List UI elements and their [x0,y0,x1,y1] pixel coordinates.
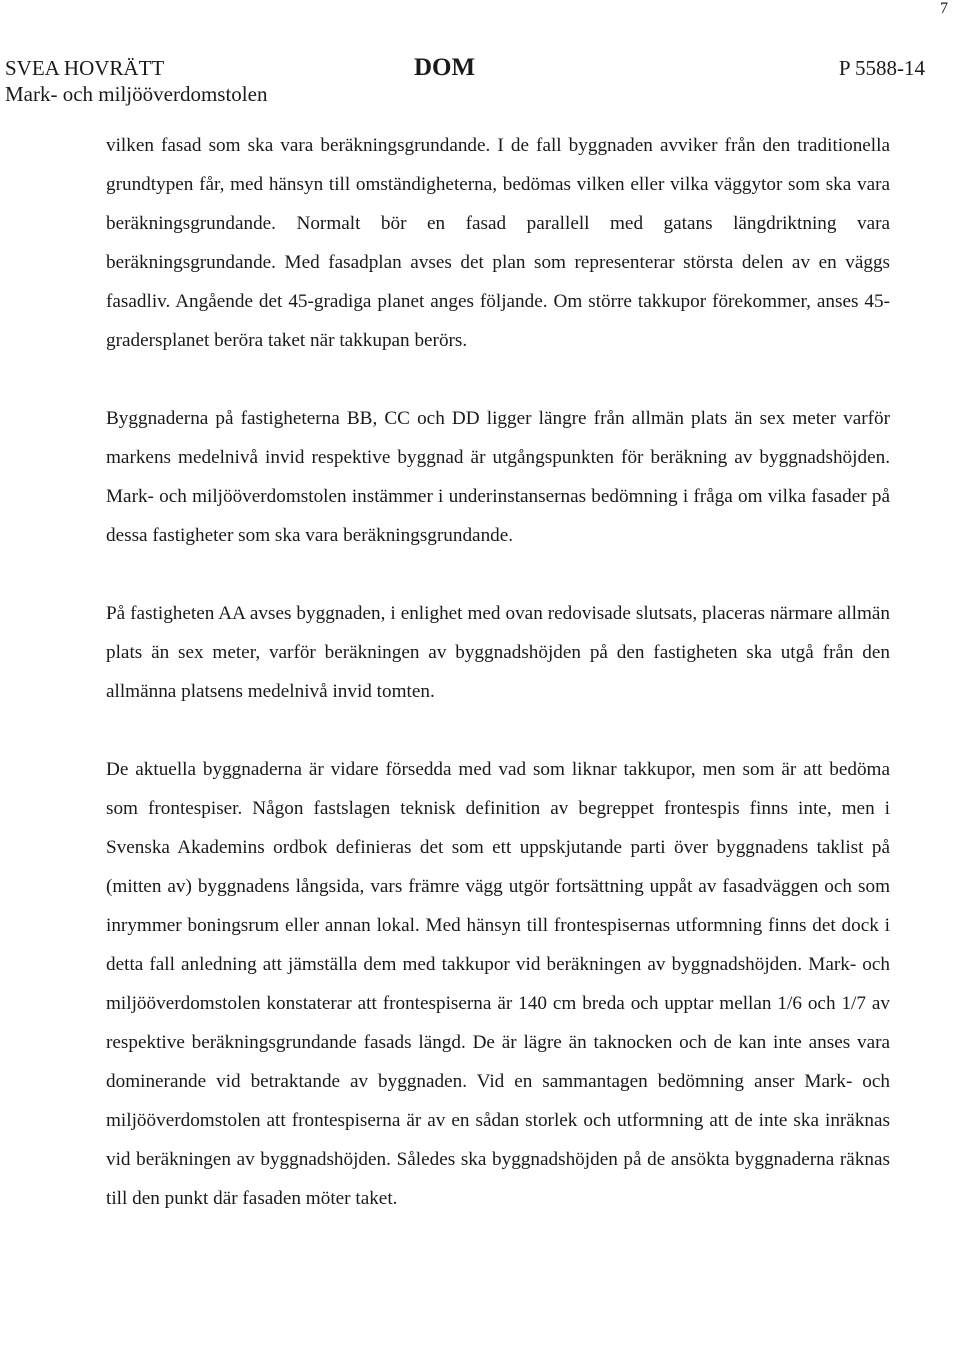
document-body [106,126,890,1218]
case-number: P 5588-14 [838,56,925,80]
court-name: SVEA HOVRÄTT [5,56,165,80]
paragraph: vilken fasad som ska vara beräkningsgrundande. I de fall byggnaden avviker från den traditionella grundtypen får, med hänsyn till omständigheterna, bedömas vilken eller vilka väggytor som ska vara beräkningsgrundande. Normalt bör en fasad parallell med gatans längdriktning vara beräkningsgrundande. Med fasadplan avses det plan som representerar största delen av en väggs fasadliv. Angående det 45-gradiga planet anges följande. Om större takkupor förekommer, anses 45-gradersplanet beröra taket när takkupan berörs. [106,135,890,351]
paragraph: På fastigheten AA avses byggnaden, i enlighet med ovan redovisade slutsats, placeras närmare allmän plats än sex meter, varför beräkningen av byggnadshöjden på den fastigheten ska utgå från den allmänna platsens medelnivå invid tomten. [106,603,890,702]
paragraph: De aktuella byggnaderna är vidare försedda med vad som liknar takkupor, men som är att bedöma som frontespiser. Någon fastslagen teknisk definition av begreppet frontespis finns inte, men i Svenska Akademins ordbok definieras det som ett uppskjutande parti över byggnadens taklist på (mitten av) byggnadens långsida, vars främre vägg utgör fortsättning uppåt av fasadväggen och som inrymmer boningsrum eller annan lokal. Med hänsyn till frontespisernas utformning finns det dock i detta fall anledning att jämställa dem med takkupor vid beräkningen av byggnadshöjden. Mark- och miljööverdomstolen konstaterar att frontespiserna är 140 cm breda och upptar mellan 1/6 och 1/7 av respektive beräkningsgrundande fasads längd. De är lägre än taknocken och de kan inte anses vara dominerande vid betraktande av byggnaden. Vid en sammantagen bedömning anser Mark- och miljööverdomstolen att frontespiserna är av en sådan storlek och utformning att de inte ska inräknas vid beräkningen av byggnadshöjden. Således ska byggnadshöjden på de ansökta byggnaderna räknas till den punkt där fasaden möter taket. [106,759,890,1209]
document-type: DOM [414,54,476,81]
court-division: Mark- och miljööverdomstolen [5,82,268,106]
page-number: 7 [940,0,948,17]
paragraph: Byggnaderna på fastigheterna BB, CC och DD ligger längre från allmän plats än sex meter varför markens medelnivå invid respektive byggnad är utgångspunkten för beräkning av byggnadshöjden. Mark- och miljööverdomstolen instämmer i underinstansernas bedömning i fråga om vilka fasader på dessa fastigheter som ska vara beräkningsgrundande. [106,408,890,546]
document-header [5,55,925,107]
